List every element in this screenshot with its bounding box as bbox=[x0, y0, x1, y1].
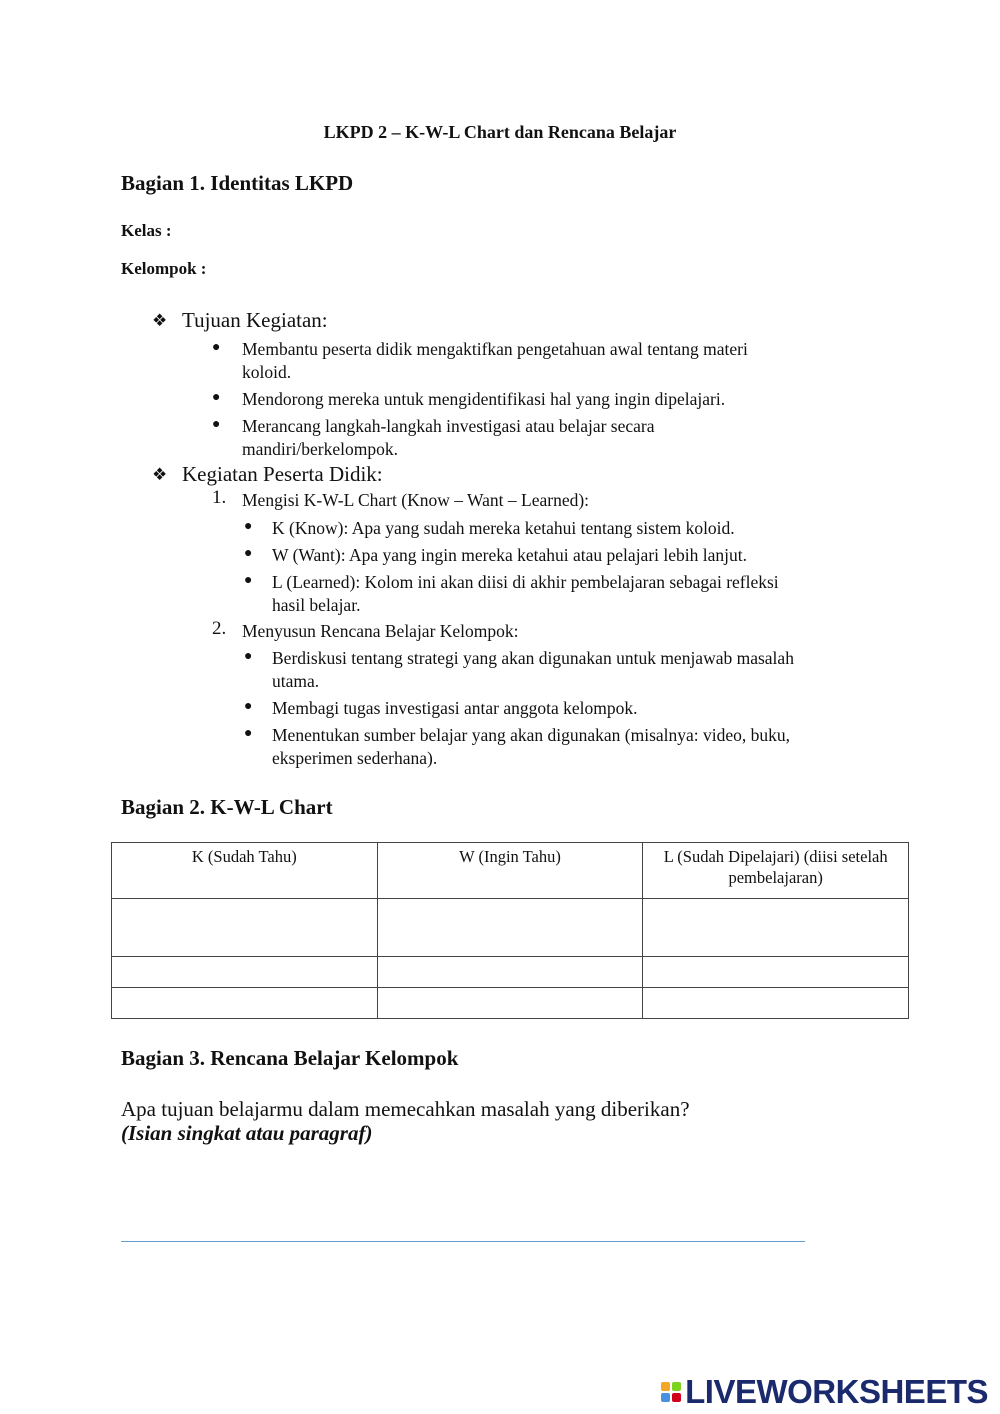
question-hint: (Isian singkat atau paragraf) bbox=[121, 1121, 373, 1145]
kwl-cell-k[interactable] bbox=[112, 899, 378, 957]
bullet-dot-icon: ● bbox=[244, 519, 253, 534]
kwl-header-w: W (Ingin Tahu) bbox=[377, 843, 643, 899]
logo-square bbox=[661, 1393, 670, 1402]
tujuan-heading-row bbox=[152, 308, 328, 333]
kwl-cell-l[interactable] bbox=[643, 957, 909, 988]
logo-mark-icon bbox=[661, 1382, 681, 1402]
logo-square bbox=[672, 1393, 681, 1402]
tujuan-item-3: Merancang langkah-langkah investigasi atau belajar secara mandiri/berkelompok. bbox=[242, 416, 655, 459]
diamond-ornament-icon: ❖ bbox=[152, 310, 168, 330]
step-2-text: Menyusun Rencana Belajar Kelompok: bbox=[242, 621, 519, 641]
kwl-header-row bbox=[112, 843, 909, 899]
step-2-item-2: Membagi tugas investigasi antar anggota kelompok. bbox=[272, 698, 638, 718]
kwl-cell-w[interactable] bbox=[377, 957, 643, 988]
bullet-dot-icon: ● bbox=[244, 726, 253, 741]
step-1-item-3: L (Learned): Kolom ini akan diisi di akhir pembelajaran sebagai refleksi hasil belajar. bbox=[272, 572, 779, 615]
kwl-header-k: K (Sudah Tahu) bbox=[112, 843, 378, 899]
step-number: 1. bbox=[212, 487, 227, 508]
liveworksheets-logo bbox=[661, 1373, 988, 1411]
document-title: LKPD 2 – K-W-L Chart dan Rencana Belajar bbox=[323, 122, 677, 142]
step-2-item-3: Menentukan sumber belajar yang akan digunakan (misalnya: video, buku, eksperimen sederhana). bbox=[272, 725, 791, 768]
logo-text: LIVEWORKSHEETS bbox=[685, 1373, 988, 1410]
question-block bbox=[121, 1097, 690, 1145]
bagian1-heading: Bagian 1. Identitas LKPD bbox=[121, 171, 354, 195]
kelas-label: Kelas : bbox=[121, 221, 172, 240]
step-1-item-1: K (Know): Apa yang sudah mereka ketahui tentang sistem koloid. bbox=[272, 518, 735, 538]
bullet-dot-icon: ● bbox=[212, 390, 221, 405]
table-row bbox=[112, 957, 909, 988]
diamond-ornament-icon: ❖ bbox=[152, 464, 168, 484]
kelompok-label: Kelompok : bbox=[121, 259, 207, 278]
bullet-dot-icon: ● bbox=[212, 417, 221, 432]
kwl-cell-k[interactable] bbox=[112, 988, 378, 1019]
bullet-dot-icon: ● bbox=[244, 649, 253, 664]
bullet-dot-icon: ● bbox=[244, 573, 253, 588]
bullet-dot-icon: ● bbox=[212, 340, 221, 355]
kegiatan-heading: Kegiatan Peserta Didik: bbox=[182, 462, 383, 486]
step-2-item-1: Berdiskusi tentang strategi yang akan digunakan untuk menjawab masalah utama. bbox=[272, 648, 794, 691]
kwl-cell-l[interactable] bbox=[643, 988, 909, 1019]
bagian3-heading: Bagian 3. Rencana Belajar Kelompok bbox=[121, 1046, 459, 1070]
step-1-item-2: W (Want): Apa yang ingin mereka ketahui atau pelajari lebih lanjut. bbox=[272, 545, 747, 565]
tujuan-item-2: Mendorong mereka untuk mengidentifikasi hal yang ingin dipelajari. bbox=[242, 389, 726, 409]
logo-square bbox=[661, 1382, 670, 1391]
logo-square bbox=[672, 1382, 681, 1391]
kegiatan-heading-row bbox=[152, 462, 383, 487]
bullet-dot-icon: ● bbox=[244, 546, 253, 561]
bullet-dot-icon: ● bbox=[244, 699, 253, 714]
step-number: 2. bbox=[212, 618, 227, 639]
question-text: Apa tujuan belajarmu dalam memecahkan masalah yang diberikan? bbox=[121, 1097, 690, 1121]
tujuan-item-1: Membantu peserta didik mengaktifkan pengetahuan awal tentang materi koloid. bbox=[242, 339, 748, 382]
kwl-header-l: L (Sudah Dipelajari) (diisi setelah pembelajaran) bbox=[643, 843, 909, 899]
bagian2-heading: Bagian 2. K-W-L Chart bbox=[121, 795, 333, 819]
step-1-text: Mengisi K-W-L Chart (Know – Want – Learned): bbox=[242, 490, 590, 510]
table-row bbox=[112, 988, 909, 1019]
kwl-cell-l[interactable] bbox=[643, 899, 909, 957]
table-row bbox=[112, 899, 909, 957]
kwl-cell-k[interactable] bbox=[112, 957, 378, 988]
kwl-cell-w[interactable] bbox=[377, 899, 643, 957]
answer-line[interactable] bbox=[121, 1241, 805, 1242]
kwl-table bbox=[111, 842, 909, 1019]
tujuan-heading: Tujuan Kegiatan: bbox=[182, 308, 328, 332]
kwl-cell-w[interactable] bbox=[377, 988, 643, 1019]
